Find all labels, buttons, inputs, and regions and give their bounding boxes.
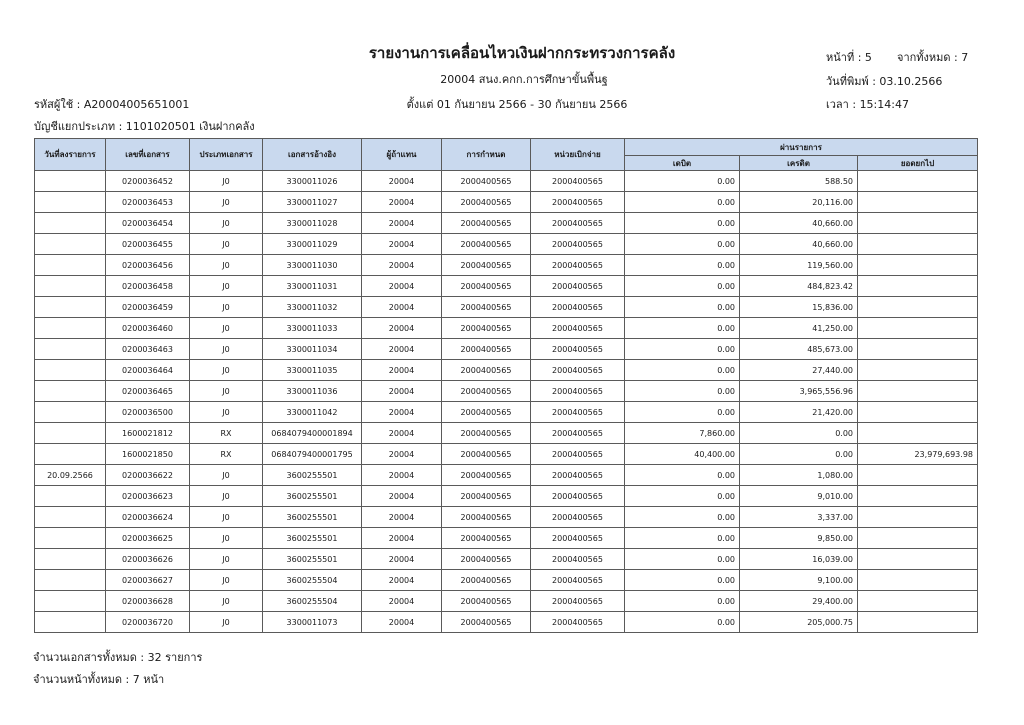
cell-doc-type: J0 (190, 339, 263, 360)
table-row (35, 276, 978, 297)
agency-line: 20004 สนง.คกก.การศึกษาขั้นพื้นฐ (440, 73, 608, 86)
cell-disbursing-unit: 2000400565 (531, 444, 625, 465)
col-credit: เครดิต (740, 156, 858, 171)
cell-balance-forward (858, 192, 978, 213)
cell-owner: 20004 (362, 465, 442, 486)
print-date-label: วันที่พิมพ์ : (826, 75, 876, 88)
cell-reference: 3600255504 (263, 591, 362, 612)
cell-post-date (35, 192, 106, 213)
cell-debit: 0.00 (625, 234, 740, 255)
cell-doc-no: 0200036458 (106, 276, 190, 297)
cell-doc-no: 0200036463 (106, 339, 190, 360)
cell-doc-type: J0 (190, 570, 263, 591)
table-row (35, 297, 978, 318)
cell-owner: 20004 (362, 255, 442, 276)
cell-credit: 21,420.00 (740, 402, 858, 423)
cell-owner: 20004 (362, 507, 442, 528)
cell-assignment: 2000400565 (442, 549, 531, 570)
cell-post-date (35, 507, 106, 528)
cell-disbursing-unit: 2000400565 (531, 297, 625, 318)
table-row (35, 192, 978, 213)
cell-disbursing-unit: 2000400565 (531, 318, 625, 339)
cell-credit: 205,000.75 (740, 612, 858, 633)
cell-balance-forward (858, 549, 978, 570)
user-id-value: A20004005651001 (83, 98, 190, 111)
cell-credit: 588.50 (740, 171, 858, 192)
cell-doc-no: 0200036627 (106, 570, 190, 591)
cell-credit: 119,560.00 (740, 255, 858, 276)
cell-balance-forward (858, 612, 978, 633)
cell-doc-no: 0200036622 (106, 465, 190, 486)
cell-post-date (35, 339, 106, 360)
cell-owner: 20004 (362, 591, 442, 612)
user-id-label: รหัสผู้ใช้ : (34, 98, 81, 111)
cell-assignment: 2000400565 (442, 465, 531, 486)
cell-doc-type: J0 (190, 591, 263, 612)
table-row (35, 486, 978, 507)
cell-debit: 0.00 (625, 549, 740, 570)
cell-credit: 40,660.00 (740, 234, 858, 255)
cell-doc-type: J0 (190, 360, 263, 381)
cell-disbursing-unit: 2000400565 (531, 213, 625, 234)
cell-debit: 0.00 (625, 570, 740, 591)
cell-balance-forward (858, 360, 978, 381)
cell-balance-forward (858, 213, 978, 234)
page-number-value: 5 (864, 51, 872, 64)
table-row (35, 444, 978, 465)
cell-credit: 16,039.00 (740, 549, 858, 570)
cell-disbursing-unit: 2000400565 (531, 465, 625, 486)
cell-post-date (35, 255, 106, 276)
cell-doc-type: J0 (190, 171, 263, 192)
cell-doc-type: J0 (190, 507, 263, 528)
cell-doc-no: 0200036623 (106, 486, 190, 507)
table-row (35, 318, 978, 339)
cell-owner: 20004 (362, 276, 442, 297)
account-label: บัญชีแยกประเภท : (34, 120, 123, 133)
cell-balance-forward (858, 423, 978, 444)
cell-debit: 0.00 (625, 276, 740, 297)
cell-assignment: 2000400565 (442, 171, 531, 192)
cell-assignment: 2000400565 (442, 234, 531, 255)
cell-post-date (35, 423, 106, 444)
page-number-label: หน้าที่ : (826, 51, 862, 64)
cell-disbursing-unit: 2000400565 (531, 360, 625, 381)
cell-doc-type: J0 (190, 612, 263, 633)
cell-disbursing-unit: 2000400565 (531, 528, 625, 549)
cell-reference: 0684079400001795 (263, 444, 362, 465)
cell-disbursing-unit: 2000400565 (531, 255, 625, 276)
cell-debit: 0.00 (625, 507, 740, 528)
cell-disbursing-unit: 2000400565 (531, 276, 625, 297)
cell-owner: 20004 (362, 213, 442, 234)
cell-disbursing-unit: 2000400565 (531, 339, 625, 360)
cell-owner: 20004 (362, 423, 442, 444)
report-title: รายงานการเคลื่อนไหวเงินฝากกระทรวงการคลัง (368, 44, 676, 62)
table-row (35, 423, 978, 444)
table-row (35, 402, 978, 423)
cell-doc-no: 0200036455 (106, 234, 190, 255)
doc-count (33, 648, 202, 666)
cell-credit: 0.00 (740, 423, 858, 444)
cell-balance-forward (858, 570, 978, 591)
cell-assignment: 2000400565 (442, 339, 531, 360)
cell-credit: 3,965,556.96 (740, 381, 858, 402)
cell-doc-type: J0 (190, 234, 263, 255)
cell-post-date (35, 612, 106, 633)
cell-disbursing-unit: 2000400565 (531, 234, 625, 255)
cell-doc-type: J0 (190, 213, 263, 234)
cell-credit: 3,337.00 (740, 507, 858, 528)
table-row (35, 528, 978, 549)
cell-owner: 20004 (362, 570, 442, 591)
cell-balance-forward (858, 255, 978, 276)
page-number (826, 48, 872, 66)
cell-owner: 20004 (362, 171, 442, 192)
cell-debit: 0.00 (625, 192, 740, 213)
table-row (35, 171, 978, 192)
cell-reference: 3300011028 (263, 213, 362, 234)
cell-post-date (35, 549, 106, 570)
cell-doc-type: J0 (190, 192, 263, 213)
cell-reference: 3600255501 (263, 528, 362, 549)
cell-post-date (35, 171, 106, 192)
table-row (35, 507, 978, 528)
cell-debit: 7,860.00 (625, 423, 740, 444)
cell-owner: 20004 (362, 192, 442, 213)
cell-doc-no: 0200036454 (106, 213, 190, 234)
cell-owner: 20004 (362, 402, 442, 423)
cell-assignment: 2000400565 (442, 255, 531, 276)
cell-debit: 0.00 (625, 381, 740, 402)
total-pages-value: 7 (961, 51, 969, 64)
cell-doc-no: 0200036459 (106, 297, 190, 318)
cell-post-date (35, 591, 106, 612)
cell-doc-type: J0 (190, 255, 263, 276)
cell-doc-type: J0 (190, 381, 263, 402)
cell-owner: 20004 (362, 486, 442, 507)
doc-count-unit: รายการ (165, 651, 203, 664)
cell-disbursing-unit: 2000400565 (531, 171, 625, 192)
table-row (35, 339, 978, 360)
cell-reference: 3600255501 (263, 507, 362, 528)
cell-debit: 0.00 (625, 465, 740, 486)
cell-doc-type: J0 (190, 486, 263, 507)
cell-doc-no: 0200036453 (106, 192, 190, 213)
cell-credit: 485,673.00 (740, 339, 858, 360)
cell-assignment: 2000400565 (442, 276, 531, 297)
cell-reference: 0684079400001894 (263, 423, 362, 444)
table-row (35, 234, 978, 255)
cell-disbursing-unit: 2000400565 (531, 570, 625, 591)
cell-disbursing-unit: 2000400565 (531, 507, 625, 528)
print-date (826, 72, 942, 90)
cell-balance-forward (858, 465, 978, 486)
cell-assignment: 2000400565 (442, 297, 531, 318)
cell-reference: 3300011035 (263, 360, 362, 381)
col-debit: เดบิต (625, 156, 740, 171)
doc-count-value: 32 (147, 651, 162, 664)
cell-debit: 0.00 (625, 297, 740, 318)
cell-reference: 3300011030 (263, 255, 362, 276)
table-row (35, 549, 978, 570)
table-row (35, 612, 978, 633)
cell-credit: 40,660.00 (740, 213, 858, 234)
page-count-unit: หน้า (143, 673, 165, 686)
cell-doc-type: J0 (190, 528, 263, 549)
cell-credit: 29,400.00 (740, 591, 858, 612)
cell-debit: 0.00 (625, 612, 740, 633)
cell-post-date (35, 444, 106, 465)
cell-doc-type: RX (190, 444, 263, 465)
col-disbursing-unit: หน่วยเบิกจ่าย (531, 139, 625, 171)
cell-assignment: 2000400565 (442, 192, 531, 213)
cell-doc-no: 0200036500 (106, 402, 190, 423)
cell-doc-type: J0 (190, 276, 263, 297)
cell-assignment: 2000400565 (442, 612, 531, 633)
cell-balance-forward (858, 234, 978, 255)
cell-credit: 1,080.00 (740, 465, 858, 486)
cell-reference: 3300011036 (263, 381, 362, 402)
cell-debit: 0.00 (625, 339, 740, 360)
cell-debit: 40,400.00 (625, 444, 740, 465)
page-count (33, 670, 164, 688)
total-pages-label: จากทั้งหมด : (897, 51, 958, 64)
cell-disbursing-unit: 2000400565 (531, 381, 625, 402)
cell-doc-type: J0 (190, 549, 263, 570)
cell-assignment: 2000400565 (442, 423, 531, 444)
cell-post-date (35, 486, 106, 507)
table-row (35, 360, 978, 381)
cell-owner: 20004 (362, 549, 442, 570)
cell-reference: 3300011029 (263, 234, 362, 255)
col-balance-forward: ยอดยกไป (858, 156, 978, 171)
cell-assignment: 2000400565 (442, 570, 531, 591)
cell-balance-forward (858, 297, 978, 318)
cell-assignment: 2000400565 (442, 213, 531, 234)
cell-reference: 3300011034 (263, 339, 362, 360)
cell-assignment: 2000400565 (442, 528, 531, 549)
cell-credit: 9,850.00 (740, 528, 858, 549)
cell-post-date (35, 381, 106, 402)
cell-balance-forward (858, 339, 978, 360)
cell-disbursing-unit: 2000400565 (531, 549, 625, 570)
cell-debit: 0.00 (625, 591, 740, 612)
cell-doc-type: J0 (190, 465, 263, 486)
col-owner: ผู้ถ้าแทน (362, 139, 442, 171)
page-count-value: 7 (132, 673, 140, 686)
cell-reference: 3600255504 (263, 570, 362, 591)
col-reference: เอกสารอ้างอิง (263, 139, 362, 171)
cell-debit: 0.00 (625, 486, 740, 507)
cell-doc-no: 0200036626 (106, 549, 190, 570)
cell-reference: 3300011033 (263, 318, 362, 339)
table-row (35, 381, 978, 402)
cell-balance-forward (858, 402, 978, 423)
user-id (34, 95, 189, 113)
cell-reference: 3300011031 (263, 276, 362, 297)
cell-credit: 0.00 (740, 444, 858, 465)
cell-reference: 3300011027 (263, 192, 362, 213)
cell-debit: 0.00 (625, 213, 740, 234)
cell-debit: 0.00 (625, 171, 740, 192)
cell-balance-forward (858, 507, 978, 528)
cell-reference: 3600255501 (263, 486, 362, 507)
cell-post-date (35, 360, 106, 381)
cell-debit: 0.00 (625, 360, 740, 381)
cell-doc-no: 0200036720 (106, 612, 190, 633)
date-range: ตั้งแต่ 01 กันยายน 2566 - 30 กันยายน 2566 (406, 98, 628, 111)
cell-owner: 20004 (362, 444, 442, 465)
cell-reference: 3300011032 (263, 297, 362, 318)
cell-reference: 3600255501 (263, 549, 362, 570)
cell-doc-no: 0200036625 (106, 528, 190, 549)
table-row (35, 255, 978, 276)
cell-assignment: 2000400565 (442, 507, 531, 528)
col-movement: ผ่านรายการ (625, 139, 978, 156)
cell-doc-no: 1600021850 (106, 444, 190, 465)
col-doc-no: เลขที่เอกสาร (106, 139, 190, 171)
cell-owner: 20004 (362, 234, 442, 255)
cell-credit: 41,250.00 (740, 318, 858, 339)
cell-doc-type: RX (190, 423, 263, 444)
cell-doc-no: 0200036465 (106, 381, 190, 402)
cell-assignment: 2000400565 (442, 444, 531, 465)
total-pages (897, 48, 968, 66)
cell-owner: 20004 (362, 297, 442, 318)
cell-debit: 0.00 (625, 255, 740, 276)
cell-debit: 0.00 (625, 402, 740, 423)
col-doc-type: ประเภทเอกสาร (190, 139, 263, 171)
cell-balance-forward (858, 591, 978, 612)
cell-doc-no: 0200036464 (106, 360, 190, 381)
cell-doc-type: J0 (190, 402, 263, 423)
cell-reference: 3600255501 (263, 465, 362, 486)
print-time-label: เวลา : (826, 98, 857, 111)
cell-owner: 20004 (362, 612, 442, 633)
cell-balance-forward (858, 486, 978, 507)
cell-credit: 484,823.42 (740, 276, 858, 297)
print-time-value: 15:14:47 (859, 98, 909, 111)
cell-credit: 9,010.00 (740, 486, 858, 507)
cell-balance-forward (858, 528, 978, 549)
ledger-table (34, 138, 978, 633)
account (34, 117, 255, 135)
cell-reference: 3300011042 (263, 402, 362, 423)
cell-assignment: 2000400565 (442, 486, 531, 507)
cell-doc-type: J0 (190, 318, 263, 339)
cell-debit: 0.00 (625, 528, 740, 549)
doc-count-label: จำนวนเอกสารทั้งหมด : (33, 651, 145, 664)
cell-owner: 20004 (362, 318, 442, 339)
cell-balance-forward: 23,979,693.98 (858, 444, 978, 465)
cell-post-date: 20.09.2566 (35, 465, 106, 486)
cell-balance-forward (858, 276, 978, 297)
cell-assignment: 2000400565 (442, 591, 531, 612)
cell-post-date (35, 297, 106, 318)
cell-reference: 3300011026 (263, 171, 362, 192)
cell-assignment: 2000400565 (442, 381, 531, 402)
cell-owner: 20004 (362, 381, 442, 402)
cell-balance-forward (858, 318, 978, 339)
table-row (35, 213, 978, 234)
print-date-value: 03.10.2566 (879, 75, 943, 88)
cell-disbursing-unit: 2000400565 (531, 423, 625, 444)
cell-owner: 20004 (362, 339, 442, 360)
ledger-body (35, 171, 978, 633)
cell-disbursing-unit: 2000400565 (531, 612, 625, 633)
cell-balance-forward (858, 171, 978, 192)
cell-doc-no: 0200036452 (106, 171, 190, 192)
cell-doc-no: 1600021812 (106, 423, 190, 444)
cell-doc-no: 0200036456 (106, 255, 190, 276)
cell-disbursing-unit: 2000400565 (531, 591, 625, 612)
cell-disbursing-unit: 2000400565 (531, 192, 625, 213)
print-time (826, 95, 909, 113)
cell-credit: 15,836.00 (740, 297, 858, 318)
table-row (35, 570, 978, 591)
cell-credit: 9,100.00 (740, 570, 858, 591)
cell-post-date (35, 570, 106, 591)
cell-debit: 0.00 (625, 318, 740, 339)
cell-disbursing-unit: 2000400565 (531, 486, 625, 507)
account-value: 1101020501 เงินฝากคลัง (125, 120, 255, 133)
cell-post-date (35, 402, 106, 423)
cell-doc-no: 0200036628 (106, 591, 190, 612)
cell-credit: 27,440.00 (740, 360, 858, 381)
page-count-label: จำนวนหน้าทั้งหมด : (33, 673, 130, 686)
table-row (35, 465, 978, 486)
cell-post-date (35, 528, 106, 549)
cell-post-date (35, 234, 106, 255)
cell-post-date (35, 318, 106, 339)
col-assignment: การกำหนด (442, 139, 531, 171)
cell-assignment: 2000400565 (442, 318, 531, 339)
cell-disbursing-unit: 2000400565 (531, 402, 625, 423)
cell-doc-type: J0 (190, 297, 263, 318)
table-row (35, 591, 978, 612)
cell-owner: 20004 (362, 528, 442, 549)
cell-balance-forward (858, 381, 978, 402)
cell-credit: 20,116.00 (740, 192, 858, 213)
cell-assignment: 2000400565 (442, 360, 531, 381)
cell-doc-no: 0200036460 (106, 318, 190, 339)
cell-doc-no: 0200036624 (106, 507, 190, 528)
cell-post-date (35, 276, 106, 297)
cell-reference: 3300011073 (263, 612, 362, 633)
cell-post-date (35, 213, 106, 234)
col-post-date: วันที่ลงรายการ (35, 139, 106, 171)
cell-owner: 20004 (362, 360, 442, 381)
cell-assignment: 2000400565 (442, 402, 531, 423)
